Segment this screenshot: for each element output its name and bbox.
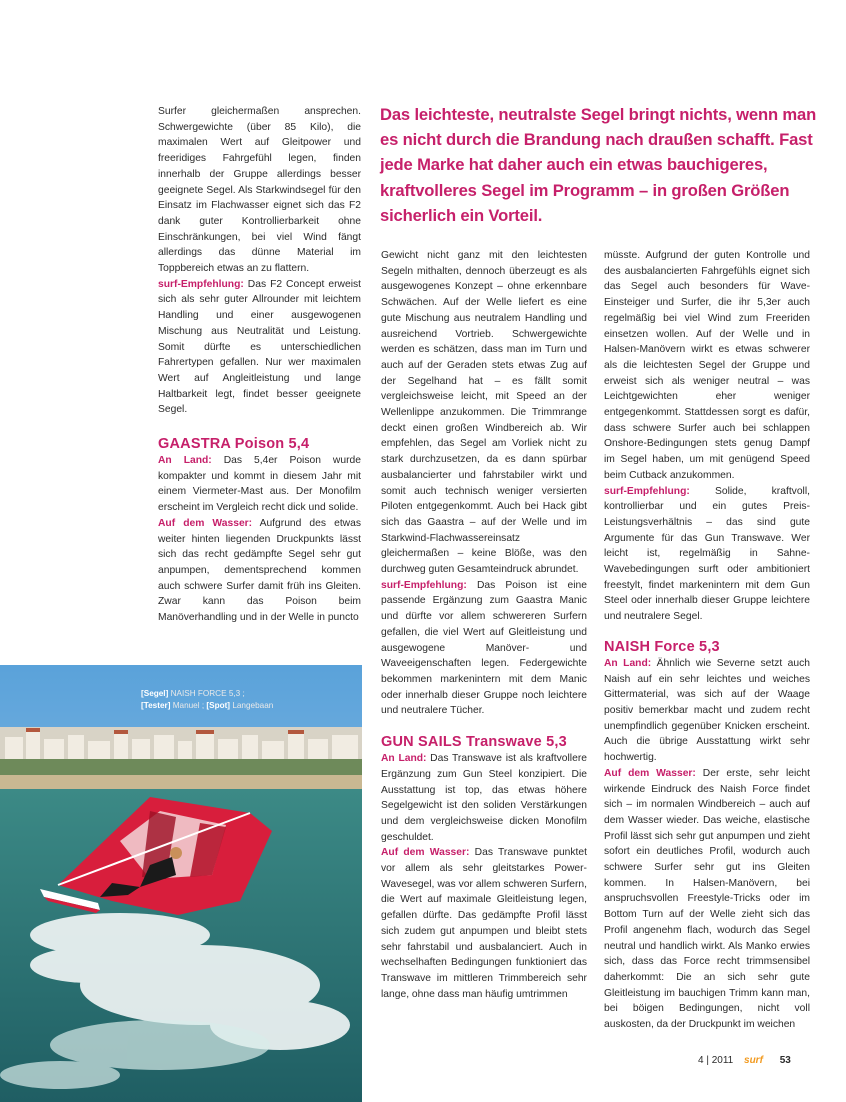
- on-water-label: Auf dem Wasser:: [158, 517, 253, 529]
- text-column-3: [604, 248, 810, 1033]
- caption-value: Manuel ;: [170, 701, 205, 710]
- text-column-1: [158, 104, 361, 626]
- on-land-label: An Land:: [604, 657, 652, 669]
- paragraph: [381, 578, 587, 719]
- page-footer: [698, 1055, 791, 1066]
- paragraph-text: Das Transwave punktet vor allem als sehr gleitstarkes Power-Wavesegel, was vor allem schweren Surfern, die Wert auf maximale Gleitleistung legen, gefallen dürfte. Das gedämpfte Profil lässt sich zudem gut anpumpen und bleibt stets sehr fahrstabil und ausbalanciert. Auch in wechselhaften Bedingungen funktioniert das Transwave im mittleren Trimmbereich sehr lange, ohne dass man häufig umtrimmen: [381, 847, 587, 1000]
- caption-value: Langebaan: [230, 701, 274, 710]
- section-heading-naish: NAISH Force 5,3: [604, 638, 720, 655]
- paragraph-text: Das Poison ist eine passende Ergänzung zum Gaastra Manic und dürfte vor allem schwereren Surfern gefallen, die viel Wert auf Gleitleistung und ausgewogene Manöver- und Waveeigenschaften legen. Federgewichte bekommen markenintern mit dem Manic oder innerhalb dieser Gruppe noch leichtere und neutralere Tücher.: [381, 579, 587, 717]
- recommendation-label: surf-Empfehlung:: [158, 278, 244, 290]
- paragraph-text: Das Transwave ist als kraftvollere Ergänzung zum Gun Steel konzipiert. Die Ausstattung ist top, das etwas höhere Segelgewicht ist den soliden Verstärkungen und dem vergleichsweise dicken Monofilm geschuldet.: [381, 753, 587, 843]
- paragraph-text: Das 5,4er Poison wurde kompakter und kommt in diesem Jahr mit einem Viermeter-Mast aus. Der Monofilm erscheint im Vergleich recht dick und solide.: [158, 455, 361, 514]
- page-number: 53: [779, 1055, 791, 1066]
- paragraph: [158, 453, 361, 516]
- paragraph: müsste. Aufgrund der guten Kontrolle und des ausbalancierten Fahrgefühls eignet sich das Segel auch besonders für Wave-Einsteiger und Surfer, die ihr 5,3er auch regelmäßig bei viel Wind zum Freeriden einsetzen wollen. Auf der Welle und in Halsen-Manövern wirkt es etwas schwerer als die leichtesten Segel der Gruppe und erweist sich als weniger neutral – was Leichtgewichten eher weniger entgegenkommt. Stattdessen sorgt es dafür, dass schwere Surfer auch bei schlappen Onshore-Bedingungen stets genug Dampf im Segel haben, um mit genügend Speed beim Cutback anzukommen.: [604, 250, 810, 481]
- issue-number: 4 | 2011: [698, 1055, 734, 1066]
- caption-key: [Spot]: [206, 701, 231, 710]
- paragraph-text: Ähnlich wie Severne setzt auch Naish auf ein sehr leichtes und weiches Gittermaterial, was sich auf der Waage positiv bemerkbar macht und zudem recht unempfindlich gegenüber Knicken erscheint. Auch die übrige Ausstattung wirkt sehr hochwertig.: [604, 657, 810, 764]
- paragraph: [604, 484, 810, 625]
- caption-value: NAISH FORCE 5,3 ;: [168, 689, 245, 698]
- text-column-2: [381, 248, 587, 1002]
- paragraph: [158, 516, 361, 626]
- on-land-label: An Land:: [158, 455, 212, 467]
- section-heading-gaastra: GAASTRA Poison 5,4: [158, 436, 310, 453]
- pull-quote-text: Das leichteste, neutralste Segel bringt nichts, wenn man es nicht durch die Brandung nach draußen schafft. Fast jede Marke hat daher auch ein etwas bauchigeres, kraftvolleres Segel im Programm – in großen Größen sicherlich ein Vorteil.: [380, 105, 817, 225]
- magazine-logo: surf: [744, 1055, 763, 1066]
- caption-key: [Segel]: [141, 689, 169, 698]
- recommendation-label: surf-Empfehlung:: [381, 579, 467, 591]
- paragraph: [604, 656, 810, 766]
- on-land-label: An Land:: [381, 753, 427, 765]
- paragraph-text: Das F2 Concept erweist sich als sehr guter Allrounder mit leichtem Handling und einer ausgewogenen Mischung aus Neutralität und Leistung. Somit dürfte es unterschiedlichen Fahrertypen gefallen. Nur wer maximalen Wert auf Angleitleistung und lange Haltbarkeit legt, findet besser geeignete Segel.: [158, 278, 361, 416]
- paragraph: Gewicht nicht ganz mit den leichtesten Segeln mithalten, dennoch überzeugt es als ausgewogenes Konzept – ohne erkennbare Schwächen. Auf der Welle liefert es eine gute Mischung aus neutralem Handling und ausreichend Vortrieb. Schwergewichte werden es schätzen, dass man im Turn und auch auf der Geraden stets etwas Zug auf der Segelhand hat – es fällt somit vergleichsweise leicht, mit Speed an der Wellenlippe anzukommen. Die Trimmrange deckt einen großen Windbereich ab. Wir empfehlen, das Segel am Vorliek nicht zu stark durchzusetzen, da es dann spürbar ausbalancierter und fahrstabiler wirkt und somit auch technisch weniger versierten Piloten entgegenkommt. Auch bei Hack gibt sich das Gaastra – auf der Welle und im Starkwind-Flachwassereinsatz gleichermaßen – keine Blöße, was den durchweg guten Gesamteindruck abrundet.: [381, 250, 587, 576]
- paragraph: [381, 845, 587, 1002]
- paragraph-text: Aufgrund des etwas weiter hinten liegenden Druckpunkts lässt sich das recht gedämpfte Segel sehr gut anpumpen, dementsprechend kommen auch schwere Surfer damit früh ins Gleiten. Zwar kann das Poison beim Manöverhandling und in der Welle in puncto: [158, 517, 361, 624]
- caption-line-2: [141, 700, 273, 712]
- pull-quote: [380, 102, 820, 228]
- paragraph: [158, 277, 361, 418]
- on-water-label: Auf dem Wasser:: [604, 767, 696, 779]
- caption-line-1: [141, 688, 273, 700]
- paragraph-text: Solide, kraftvoll, kontrollierbar und ein gutes Preis-Leistungsverhältnis – das sind gute Argumente für das Gun Transwave. Wer leicht ist, regelmäßig in Sahne-Wavebedingungen surft oder ambitioniert freestylt, findet markenintern mit dem Gun Steel oder innerhalb dieser Gruppe leichtere und neutralere Segel.: [604, 485, 810, 623]
- section-heading-gun-sails: GUN SAILS Transwave 5,3: [381, 734, 567, 751]
- paragraph: Surfer gleichermaßen ansprechen. Schwergewichte (über 85 Kilo), die maximalen Wert auf Gleitpower und freeridiges Fahrgefühl legen, finden innerhalb der Gruppe allerdings besser geeignete Segel. Als Starkwindsegel für den Einsatz im Flachwasser eignet sich das F2 dank guter Kontrollierbarkeit ohne Einschränkungen, bei viel Wind fängt allerdings das dünne Material im Toppbereich etwas an zu flattern.: [158, 106, 361, 275]
- paragraph-text: Der erste, sehr leicht wirkende Eindruck des Naish Force findet sich – im normalen Windbereich – auch auf dem Wasser wieder. Das weiche, elastische Profil lässt sich sehr gut anpumpen und zieht sofort ein deutliches Profil, wodurch auch schwere Surfer sehr gut ins Gleiten kommen. In Halsen-Manövern, bei anspruchsvollen Freestyle-Tricks oder im Bottom Turn auf der Welle zieht sich das Profil angenehm flach, wodurch das Segel neutral und handlich wirkt. Als Manko erwies sich, dass das Force recht trimmsensibel daherkommt: Die an sich sehr gute Gleitleistung im bauchigen Trimm kann man, bei böigen Bedingungen, nicht voll auskosten, da der Druckpunkt im weichen: [604, 767, 811, 1031]
- photo-caption: [141, 688, 273, 712]
- windsurf-photo: [0, 665, 362, 1102]
- paragraph: [604, 766, 810, 1033]
- paragraph: [381, 751, 587, 845]
- recommendation-label: surf-Empfehlung:: [604, 485, 690, 497]
- on-water-label: Auf dem Wasser:: [381, 847, 470, 859]
- caption-key: [Tester]: [141, 701, 171, 710]
- photo-illustration: [0, 665, 362, 1102]
